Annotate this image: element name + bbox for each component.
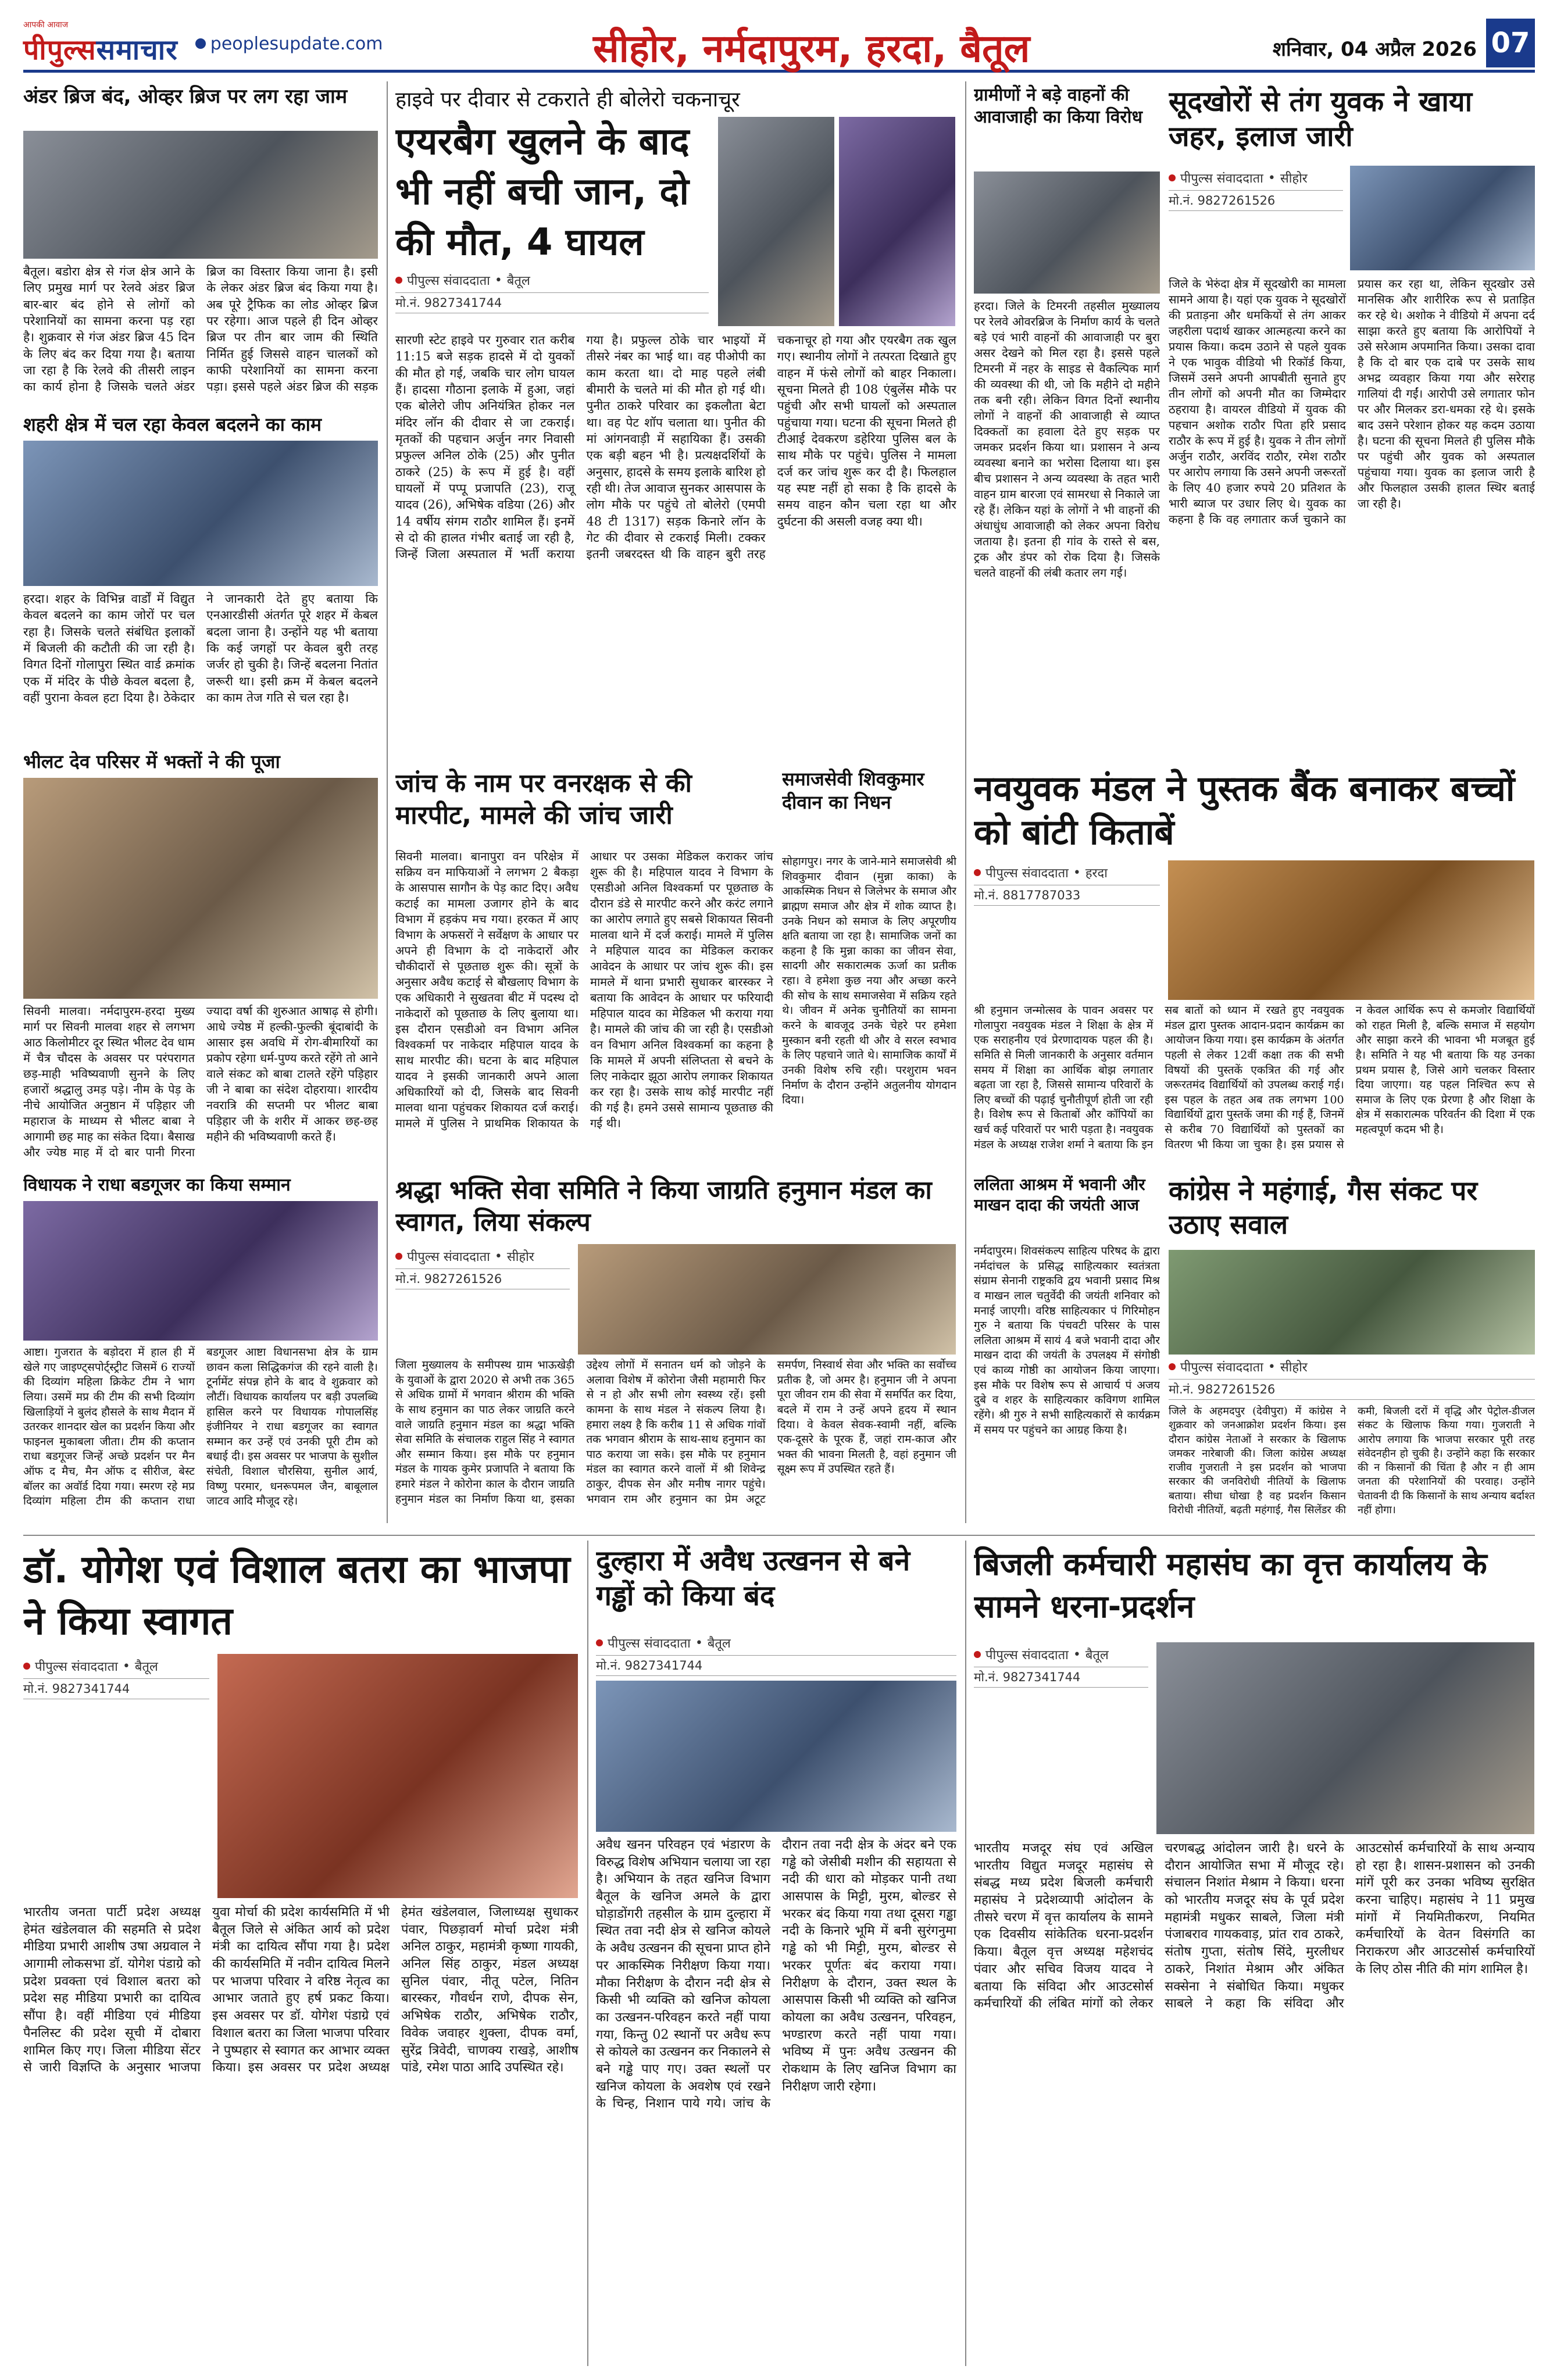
story-photo (1169, 1250, 1535, 1355)
story-byline: पीपुल्स संवाददाता • बैतूल (974, 1646, 1148, 1663)
story-body: हरदा। जिले के टिमरनी तहसील मुख्यालय पर रेलवे ओवरब्रिज के निर्माण कार्य के चलते बड़े एवं भारी वाहनों की आवाजाही पर बुरा असर देखने को मिल रहा है। इससे पहले टिमरनी में नहर के साइड से वैकल्पिक मार्ग की व्यवस्था की थी, जो कि महीने दो महीने तक बनी रही। लेकिन विगत दिनों स्थानीय लोगों ने वाहनों की आवाजाही से व्याप्त दिक्कतों का हवाला देते हुए सड़क पर जमकर प्रदर्शन किया था। प्रशासन ने अन्य व्यवस्था बनाने का भरोसा दिलाया था। इस बीच प्रशासन ने अन्य व्यवस्था के तहत भारी वाहन ग्राम बारजा एवं सामरधा से निकाले जा रहे हैं। लेकिन यहां के लोगों ने भी वाहनों की अंधाधुंध आवाजाही को लेकर अपना विरोध जताया है। इतना ही गांव के रास्ते से बस, ट्रक और डंपर को रोक दिया है। जिसके चलते वाहनों की लंबी कतार लग गई। (974, 299, 1160, 580)
story-body: सारणी स्टेट हाइवे पर गुरुवार रात करीब 11:15 बजे सड़क हादसे में दो युवकों की मौत हो गई, जबकि चार लोग घायल हैं। हादसा गौठाना इलाके में हुआ, जहां एक बोलेरो जीप अनियंत्रित होकर नल मंदिर लॉन की दीवार से जा टकराई। मृतकों की पहचान अर्जुन नगर निवासी प्रफुल्ल अनिल ठोके (25) और पुनीत ठाकरे (25) के रूप में हुई है। वहीं घायलों में पप्पू प्रजापति (23), राजू यादव (26), अभिषेक वडिया (26) और 14 वर्षीय संगम राठौर शामिल हैं। इनमें से दो की हालत गंभीर बताई जा रही है, जिन्हें जिला अस्पताल में भर्ती कराया गया है। प्रफुल्ल ठोके चार भाइयों में तीसरे नंबर का भाई था। वह पीओपी का काम करता था। दो माह पहले लंबी बीमारी के चलते मां की मौत हो गई थी। पुनीत ठाकरे परिवार का इकलौता बेटा था। वह पेट शॉप चलाता था। पुनीत की मां आंगनवाड़ी में सहायिका हैं। उसकी एक बड़ी बहन भी है। प्रत्यक्षदर्शियों के अनुसार, हादसे के समय इलाके बारिश हो रही थी। तेज आवाज सुनकर आसपास के लोग मौके पर पहुंचे तो बोलेरो (एमपी 48 टी 1317) सड़क किनारे लॉन के गेट की दीवार से टकराई मिली। टक्कर इतनी जबरदस्त थी कि वाहन बुरी तरह चकनाचूर हो गया और एयरबैग तक खुल गए। स्थानीय लोगों ने तत्परता दिखाते हुए वाहन में फंसे लोगों को बाहर निकाला। सूचना मिलते ही 108 एंबुलेंस मौके पर पहुंची और सभी घायलों को अस्पताल पहुंचाया गया। घटना की सूचना मिलते ही टीआई देवकरण डहेरिया पुलिस बल के साथ मौके पर पहुंचे। पुलिस ने मामला दर्ज कर जांच शुरू कर दी है। फिलहाल यह स्पष्ट नहीं हो सका है कि हादसे के समय वाहन कौन चला रहा था और दुर्घटना की असली वजह क्या थी। (395, 333, 956, 562)
masthead (23, 17, 1535, 73)
story-body: नर्मदापुरम। शिवसंकल्प साहित्य परिषद के द्वारा नर्मदांचल के प्रसिद्ध साहित्यकार स्वतंत्रता संग्राम सेनानी राष्ट्रकवि द्वय भवानी प्रसाद मिश्र व माखन लाल चतुर्वेदी की जयंती शनिवार को मनाई जाएगी। वरिष्ठ साहित्यकार पं गिरिमोहन गुरु ने बताया कि पंचवटी परिसर के पास ललिता आश्रम में सायं 4 बजे भवानी दादा और माखन दादा की जयंती के उपलक्ष्य में संगोष्ठी एवं काव्य गोष्ठी का आयोजन किया जाएगा। इस मौके पर विशेष रूप से आचार्य पं अजय दुबे व शहर के साहित्यकार कविगण शामिल रहेंगे। श्री गुरु ने सभी साहित्यकारों से कार्यक्रम में समय पर पहुंचने का आग्रह किया है। (974, 1245, 1160, 1436)
story-mobile: मो.नं. 9827261526 (1169, 190, 1343, 211)
story-headline: अंडर ब्रिज बंद, ओव्हर ब्रिज पर लग रहा जाम (23, 85, 348, 108)
story-photo (596, 1681, 956, 1832)
page-number: 07 (1486, 19, 1535, 67)
story-headline: भीलट देव परिसर में भक्तों ने की पूजा (23, 751, 280, 773)
story-mobile: मो.नं. 9827341744 (395, 292, 709, 313)
story-body: अवैध खनन परिवहन एवं भंडारण के विरुद्ध विशेष अभियान चलाया जा रहा है। अभियान के तहत खनिज विभाग बैतूल के खनिज अमले के द्वारा घोड़ाडोंगरी तहसील के ग्राम दुल्हारा में स्थित तवा नदी क्षेत्र से खनिज कोयले के अवैध उत्खनन की सूचना प्राप्त होने पर आकस्मिक निरीक्षण किया गया। मौका निरीक्षण के दौरान नदी क्षेत्र से किसी भी व्यक्ति को खनिज कोयला का उत्खनन-परिवहन करते नहीं पाया गया, किन्तु 02 स्थानों पर अवैध रूप से कोयले का उत्खनन कर निकालने से बने गड्ढे पाए गए। उक्त स्थलों पर खनिज कोयला के अवशेष एवं रखने के चिन्ह, निशान पाये गये। जांच के दौरान तवा नदी क्षेत्र के अंदर बने एक गड्ढे को जेसीबी मशीन की सहायता से नदी की धारा को मोड़कर पानी तथा आसपास के मिट्टी, मुरम, बोल्डर से भरकर बंद किया गया तथा दूसरा गड्ढा नदी के किनारे भूमि में बनी सुरंगनुमा गड्ढे को भी मिट्टी, मुरम, बोल्डर से भरकर पूर्णतः बंद कराया गया। निरीक्षण के दौरान, उक्त स्थल के आसपास किसी भी व्यक्ति को खनिज कोयला का अवैध उत्खनन, परिवहन, भण्डारण करते नहीं पाया गया। भविष्य में पुनः अवैध उत्खनन की रोकथाम के लिए खनिज विभाग का निरीक्षण जारी रहेगा। (596, 1838, 956, 2111)
story-headline: श्रद्धा भक्ति सेवा समिति ने किया जाग्रति हनुमान मंडल का स्वागत, लिया संकल्प (395, 1175, 932, 1237)
byline-dot-icon (395, 1253, 402, 1260)
byline-dot-icon (23, 1663, 30, 1670)
story-mobile: मो.नं. 8817787033 (974, 885, 1160, 906)
story-electricity-union[interactable] (974, 1543, 1535, 2369)
story-body: भारतीय जनता पार्टी प्रदेश अध्यक्ष हेमंत खंडेलवाल की सहमति से प्रदेश मीडिया प्रभारी आशीष उषा अग्रवाल ने आगामी लोकसभा डॉ. योगेश पंडाग्रे को प्रदेश प्रवक्ता एवं विशाल बतरा को प्रदेश सह मीडिया प्रभारी का दायित्व सौंपा है। वहीं मीडिया एवं मीडिया पैनलिस्ट की प्रदेश सूची में दोबारा शामिल किए गए। जिला मीडिया सेंटर से जारी विज्ञप्ति के अनुसार भाजपा युवा मोर्चा की प्रदेश कार्यसमिति में भी बैतूल जिले से अंकित आर्य को प्रदेश मंत्री का दायित्व सौंपा गया है। प्रदेश की कार्यसमिति में नवीन दायित्व मिलने पर भाजपा परिवार ने वरिष्ठ नेतृत्व का आभार जताते हुए हर्ष प्रकट किया। इस अवसर पर डॉ. योगेश पंडाग्रे एवं विशाल बतरा का जिला भाजपा परिवार ने पुष्पहार से स्वागत कर आभार व्यक्त किया। इस अवसर पर प्रदेश अध्यक्ष हेमंत खंडेलवाल, जिलाध्यक्ष सुधाकर पंवार, पिछड़ावर्ग मोर्चा प्रदेश मंत्री अनिल ठाकुर, महामंत्री कृष्णा गायकी, अनिल सिंह ठाकुर, मंडल अध्यक्ष सुनिल पंवार, नीतू पटेल, नितिन बारस्कर, गौवर्धन राणे, दीपक सेन, अभिषेक राठौर, अभिषेक राठौर, विवेक जवाहर शुक्ला, दीपक वर्मा, सुरेंद्र त्रिवेदी, चाणक्य राखड़े, आशीष पांडे, रमेश पाठा आदि उपस्थित रहे। (23, 1905, 578, 2075)
story-cable[interactable] (23, 413, 378, 744)
story-byline: पीपुल्स संवाददाता • हरदा (974, 864, 1160, 881)
story-byline: पीपुल्स संवाददाता • बैतूल (23, 1657, 209, 1675)
story-congress-protest[interactable] (1169, 1174, 1535, 1529)
byline-dot-icon (395, 277, 402, 284)
story-photo (1168, 860, 1534, 1000)
story-body: सोहागपुर। नगर के जाने-माने समाजसेवी श्री शिवकुमार दीवान (मुन्ना काका) के आकस्मिक निधन से जिलेभर के समाज और ब्राह्मण समाज और क्षेत्र में शोक व्याप्त है। उनके निधन को समाज के लिए अपूरणीय क्षति बताया जा रहा है। सामाजिक जनों का कहना है कि मुन्ना काका का जीवन सेवा, सादगी और सकारात्मक ऊर्जा का प्रतीक रहा। वे हमेशा कुछ नया और अच्छा करने की सोच के साथ समाजसेवा में सक्रिय रहते थे। जीवन में अनेक चुनौतियों का सामना करने के बावजूद उनके चेहरे पर हमेशा मुस्कान बनी रहती थी और वे सरल स्वभाव के लिए पहचाने जाते थे। सामाजिक कार्यों में उनकी विशेष रुचि रही। परशुराम भवन निर्माण के दौरान उन्होंने अतुलनीय योगदान दिया। (782, 855, 956, 1107)
story-byline: पीपुल्स संवाददाता • बैतूल (596, 1634, 956, 1652)
story-bhilat-dev[interactable] (23, 750, 378, 1168)
story-body: जिले के भेरुंदा क्षेत्र में सूदखोरी का मामला सामने आया है। यहां एक युवक ने सूदखोरों की प्रताड़ना और धमकियों से तंग आकर जहरीला पदार्थ खाकर आत्महत्या करने का प्रयास किया। कदम उठाने से पहले युवक ने एक भावुक वीडियो भी रिकॉर्ड किया, जिसमें उसने अपनी आपबीती सुनाते हुए तीन लोगों को अपनी मौत का जिम्मेदार ठहराया है। वायरल वीडियो में युवक की पहचान अशोक राठौर पिता हरि प्रसाद राठौर के रूप में हुई है। युवक ने तीन लोगों अर्जुन राठौर, अरविंद राठौर, रमेश राठौर पर आरोप लगाया कि उसने अपनी जरूरतों के लिए 40 हजार रुपये 20 प्रतिशत के भारी ब्याज पर उधार लिए थे। युवक का कहना है कि वह लगातार कर्ज चुकाने का प्रयास कर रहा था, लेकिन सूदखोर उसे मानसिक और शारीरिक रूप से प्रताड़ित कर रहे थे। अशोक ने वीडियो में अपना दर्द साझा करते हुए बताया कि आरोपियों ने उसे सरेआम अपमानित किया। उसका दावा है कि दो बार एक दाबे पर उसके साथ अभद्र व्यवहार किया गया और सरेराह गालियां दी गईं। आरोपी उसे लगातार फोन पर और मिलकर डरा-धमका रहे थे। इसके बाद उसने परेशान होकर यह कदम उठाया है। घटना की सूचना मिलते ही पुलिस मौके पर पहुंची और युवक को अस्पताल पहुंचाया गया। युवक का इलाज जारी है और फिलहाल उसकी हालत स्थिर बताई जा रही है। (1169, 277, 1535, 526)
story-radha-badgujar[interactable] (23, 1174, 378, 1529)
logo-tagline: आपकी आवाज (23, 20, 69, 30)
story-photo (23, 131, 378, 259)
column-divider (587, 1541, 588, 2366)
victim-photo-2 (839, 117, 955, 326)
byline-dot-icon (596, 1639, 603, 1646)
logo-text: पीपुल्ससमाचार (23, 34, 178, 66)
section-divider (23, 1535, 1535, 1536)
story-bolero-accident[interactable] (395, 84, 956, 759)
story-photo (23, 778, 378, 999)
story-headline: नवयुवक मंडल ने पुस्तक बैंक बनाकर बच्चों को बांटी किताबें (974, 769, 1515, 853)
story-headline: समाजसेवी शिवकुमार दीवान का निधन (782, 768, 924, 813)
story-headline: डॉ. योगेश एवं विशाल बतरा का भाजपा ने किया स्वागत (23, 1547, 570, 1644)
story-headline: ग्रामीणों ने बड़े वाहनों की आवाजाही का किया विरोध (974, 85, 1142, 127)
story-hanuman-mandal[interactable] (395, 1174, 956, 1529)
website-link[interactable]: peoplesupdate.com (195, 34, 383, 54)
story-photo (578, 1244, 956, 1355)
story-headline: जांच के नाम पर वनरक्षक से की मारपीट, मामले की जांच जारी (395, 769, 692, 830)
story-byline: पीपुल्स संवाददाता • सीहोर (1169, 1358, 1535, 1375)
story-illegal-mining[interactable] (596, 1543, 956, 2369)
story-body: बैतूल। बडोरा क्षेत्र से गंज क्षेत्र आने के लिए प्रमुख मार्ग पर रेलवे अंडर ब्रिज बार-बार बंद होने से लोगों को परेशानियों का सामना करना पड़ रहा है। शुक्रवार से गंज अंडर ब्रिज 45 दिन के लिए बंद कर दिया गया है। बताया जा रहा है कि रेलवे की तीसरी लाइन का कार्य होना है जिसके चलते अंडर ब्रिज का विस्तार किया जाना है। इसी के लेकर अंडर ब्रिज बंद किया गया है। अब पूरे ट्रैफिक का लोड ओव्हर ब्रिज पर रहेगा। आज पहले ही दिन ओव्हर ब्रिज पर तीन बार जाम की स्थिति निर्मित हुई जिससे वाहन चालकों को काफी परेशानियों का सामना करना पड़ा। इससे पहले अंडर ब्रिज की सड़क (23, 265, 378, 394)
story-moneylender-poison[interactable] (1169, 84, 1535, 759)
logo[interactable] (23, 20, 178, 67)
story-photo (1156, 1642, 1534, 1834)
story-kicker: हाइवे पर दीवार से टकराते ही बोलेरो चकनाचूर (395, 88, 740, 112)
column-divider (965, 1541, 966, 2366)
story-photo (23, 1201, 378, 1341)
story-mobile: मो.नं. 9827261526 (395, 1268, 570, 1289)
story-lalita-ashram[interactable] (974, 1174, 1160, 1529)
story-photo (974, 171, 1160, 294)
story-headline: शहरी क्षेत्र में चल रहा केवल बदलने का काम (23, 413, 322, 435)
story-byline: पीपुल्स संवाददाता • बैतूल (395, 271, 709, 289)
story-mobile: मो.नं. 9827341744 (596, 1655, 956, 1676)
story-photo (217, 1654, 578, 1898)
victim-photo-1 (718, 117, 834, 326)
story-mobile: मो.नं. 9827341744 (974, 1667, 1148, 1688)
byline-dot-icon (1169, 1363, 1176, 1370)
story-book-bank[interactable] (974, 767, 1535, 1168)
story-headline: सूदखोरों से तंग युवक ने खाया जहर, इलाज जारी (1169, 85, 1473, 153)
issue-date: शनिवार, 04 अप्रैल 2026 (1272, 38, 1477, 61)
story-forest-guard[interactable] (395, 767, 773, 1168)
story-headline: बिजली कर्मचारी महासंघ का वृत्त कार्यालय के सामने धरना-प्रदर्शन (974, 1546, 1487, 1625)
story-body: जिले के अहमदपुर (देवीपुरा) में कांग्रेस ने शुक्रवार को जनआक्रोश प्रदर्शन किया। इस दौरान कांग्रेस नेताओं ने सरकार के खिलाफ जमकर नारेबाजी की। जिला कांग्रेस अध्यक्ष राजीव गुजराती ने इस प्रदर्शन को भाजपा सरकार की जनविरोधी नीतियों के खिलाफ बताया। सीधा धोखा है वह प्रदर्शन किसान विरोधी नीतियों, बढ़ती महंगाई, गैस सिलेंडर की कमी, बिजली दरों में वृद्धि और पेट्रोल-डीजल संकट के खिलाफ किया गया। गुजराती ने आरोप लगाया कि भाजपा सरकार पूरी तरह संवेदनहीन हो चुकी है। उन्होंने कहा कि सरकार की न किसानों की चिंता है और न ही आम जनता की परेशानियों की परवाह। उन्होंने चेतावनी दी कि किसानों के साथ अन्याय बर्दाश्त नहीं होगा। (1169, 1405, 1535, 1517)
byline-dot-icon (974, 869, 981, 876)
story-body: सिवनी मालवा। नर्मदापुरम-हरदा मुख्य मार्ग पर सिवनी मालवा शहर से लगभग आठ किलोमीटर दूर स्थित भीलट देव धाम में चैत्र चौदस के अवसर पर परंपरागत छड़-माही भविष्यवाणी सुनने के लिए हजारों श्रद्धालु उमड़ पड़े। नीम के पेड़ के नीचे आयोजित अनुष्ठान में पड़िहार जी महाराज के माध्यम से भीलट बाबा ने आगामी छह माह का संकेत दिया। बैसाख और ज्येष्ठ माह में दो बार पानी गिरना ज्यादा वर्षा की शुरुआत आषाढ़ से होगी। आधे ज्येष्ठ में हल्की-फुल्की बूंदाबांदी के आसार इस अवधि में रोग-बीमारियों का प्रकोप रहेगा धर्म-पुण्य करते रहेंगे तो आने वाले संकट को बाबा टालते रहेंगे पड़िहार जी ने बाबा का संदेश दोहराया। शारदीय नवरात्रि की सप्तमी पर भीलट बाबा पड़िहार जी के शरीर में आकर छह-छह महीने की भविष्यवाणी करते हैं। (23, 1004, 378, 1159)
story-headline: एयरबैग खुलने के बाद भी नहीं बची जान, दो की मौत, 4 घायल (395, 120, 690, 264)
column-divider (387, 81, 388, 1523)
story-body: आष्टा। गुजरात के बड़ोदरा में हाल ही में खेले गए जाइण्ट्सपोर्ट्स्ट्रीट जिसमें 6 राज्यों की दिव्यांग महिला क्रिकेट टीम ने भाग लिया। उसमें मप्र की टीम की सभी दिव्यांग खिलाड़ियों ने बुलंद हौसले के साथ मैदान में उतरकर शानदार खेल का प्रदर्शन किया और फाइनल मुकाबला जीता। टीम की कप्तान राधा बडगूजर जिन्हें अच्छे प्रदर्शन पर मैन ऑफ द मैच, मैन ऑफ द सीरीज, बेस्ट बॉलर का अवॉर्ड दिया गया। स्मरण रहे मप्र दिव्यांग महिला टीम की कप्तान राधा बडगूजर आष्टा विधानसभा क्षेत्र के ग्राम छावन कला सिद्धिकगंज की रहने वाली है। टूर्नामेंट संपन्न होने के बाद वे शुक्रवार को लौटीं। विधायक कार्यालय पर बड़ी उपलब्धि हासिल करने पर विधायक गोपालसिंह इंजीनियर ने राधा बडगूजर का स्वागत सम्मान कर उन्हें एवं उनकी पूरी टीम को बधाई दी। इस अवसर पर भाजपा के सुशील संचेती, विशाल चौरसिया, सुनील आर्य, विष्णु परमार, धनरूपमल जैन, बाबूलाल जाटव आदि मौजूद रहे। (23, 1346, 378, 1508)
story-mobile: मो.नं. 9827261526 (1169, 1379, 1535, 1400)
story-headline: दुल्हारा में अवैध उत्खनन से बने गड्ढों को किया बंद (596, 1545, 910, 1612)
story-villagers-protest[interactable] (974, 84, 1160, 759)
story-body: श्री हनुमान जन्मोत्सव के पावन अवसर पर गोलापुरा नवयुवक मंडल ने शिक्षा के क्षेत्र में एक सराहनीय एवं प्रेरणादायक पहल की है। समिति से मिली जानकारी के अनुसार वर्तमान समय में शिक्षा का आर्थिक बोझ लगातार बढ़ता जा रहा है, जिससे सामान्य परिवारों के लिए बच्चों की पढ़ाई चुनौतीपूर्ण होती जा रही है। विशेष रूप से किताबों और कॉपियों का खर्च कई परिवारों पर भारी पड़ता है। नवयुवक मंडल के अध्यक्ष राजेश शर्मा ने बताया कि इन सब बातों को ध्यान में रखते हुए नवयुवक मंडल द्वारा पुस्तक आदान-प्रदान कार्यक्रम का आयोजन किया गया। इस कार्यक्रम के अंतर्गत पहली से लेकर 12वीं कक्षा तक की सभी विषयों की पुस्तकें एकत्रित की गई और जरूरतमंद विद्यार्थियों को उपलब्ध कराई गई। इस पहल के तहत अब तक लगभग 100 विद्यार्थियों द्वारा पुस्तकें जमा की गई हैं, जिनमें से करीब 70 विद्यार्थियों को पुस्तकों का वितरण भी किया जा चुका है। इस प्रयास से न केवल आर्थिक रूप से कमजोर विद्यार्थियों को राहत मिली है, बल्कि समाज में सहयोग और साझा करने की भावना भी मजबूत हुई है। समिति ने यह भी बताया कि यह उनका प्रथम प्रयास है, जिसे आगे चलकर विस्तार दिया जाएगा। यह पहल निश्चित रूप से समाज के लिए एक प्रेरणा है और शिक्षा के क्षेत्र में सकारात्मक परिवर्तन की दिशा में एक महत्वपूर्ण कदम भी है। (974, 1004, 1535, 1151)
story-bjp-welcome[interactable] (23, 1543, 578, 2369)
story-body: सिवनी मालवा। बानापुरा वन परिक्षेत्र में सक्रिय वन माफियाओं ने लगभग 2 बैकड़ा के आसपास सागौन के पेड़ काट दिए। अवैध कटाई का मामला उजागर होने के बाद विभाग में हड़कंप मच गया। हरकत में आए विभाग के अफसरों ने सर्वेक्षण के आधार पर अपने ही विभाग के दो नाकेदारों और चौकीदारों से पूछताछ शुरू की। सूत्रों के अनुसार अवैध कटाई से बौखलाए विभाग के एक अधिकारी ने सुखतवा बीट में पदस्थ दो नाकेदारों को पूछताछ के लिए बुलाया था। इस दौरान एसडीओ वन विभाग अनिल विश्वकर्मा पर नाकेदार महिपाल यादव के साथ मारपीट की। घटना के बाद महिपाल यादव ने इसकी जानकारी अपने आला अधिकारियों को दी, जिसके बाद सिवनी मालवा थाना पहुंचकर शिकायत दर्ज कराई। मामले में पुलिस ने प्राथमिक शिकायत के आधार पर उसका मेडिकल कराकर जांच शुरू की है। महिपाल यादव ने विभाग के एसडीओ अनिल विश्वकर्मा पर पूछताछ के दौरान डंडे से मारपीट करने और करंट लगाने का आरोप लगाते हुए सबसे शिकायत सिवनी मालवा थाने में दर्ज कराई। मामले में पुलिस ने महिपाल यादव का मेडिकल कराकर आवेदन के आधार पर जांच शुरू की। इस मामले में थाना प्रभारी सुधाकर बारस्कर ने बताया कि आवेदन के आधार पर फरियादी महिपाल यादव का मेडिकल भी कराया गया है। मामले की जांच की जा रही है। एसडीओ वन विभाग अनिल विश्वकर्मा का कहना है कि मामले में अपनी संलिप्तता से बचने के लिए नाकेदार झूठा आरोप लगाकर शिकायत कर रहा है। उसके साथ कोई मारपीट नहीं की गई है। हमने उससे सामान्य पूछताछ की गई थी। (395, 849, 773, 1130)
story-shivkumar-obituary[interactable] (782, 767, 956, 1168)
globe-icon (195, 38, 206, 49)
story-mobile: मो.नं. 9827341744 (23, 1678, 209, 1699)
edition-title: सीहोर, नर्मदापुरम, हरदा, बैतूल (593, 26, 1030, 71)
byline-dot-icon (974, 1651, 981, 1658)
story-body: हरदा। शहर के विभिन्न वार्डों में विद्युत केवल बदलने का काम जोरों पर चल रहा है। जिसके चलते संबंधित इलाकों में बिजली की कटौती की जा रही है। विगत दिनों गोलापुरा स्थित वार्ड क्रमांक एक में मंदिर के पीछे केवल बदला है, वहीं पुराना केवल हटा दिया है। ठेकेदार ने जानकारी देते हुए बताया कि एनआरडीसी अंतर्गत पूरे शहर में केबल बदला जाना है। उन्होंने यह भी बताया कि कई जगहों पर केवल बुरी तरह जर्जर हो चुकी है। जिन्हें बदलना नितांत जरूरी था। इसी क्रम में केबल बदलने का काम तेज गति से चल रहा है। (23, 592, 378, 705)
byline-dot-icon (1169, 174, 1176, 181)
story-body: भारतीय मजदूर संघ एवं अखिल भारतीय विद्युत मजदूर महासंघ से संबद्ध मध्य प्रदेश बिजली कर्मचारी महासंघ ने प्रदेशव्यापी आंदोलन के तीसरे चरण में वृत्त कार्यालय के सामने एक दिवसीय सांकेतिक धरना-प्रदर्शन किया। बैतूल वृत्त अध्यक्ष महेशचंद पंवार और सचिव विजय यादव ने बताया कि संविदा और आउटसोर्स कर्मचारियों की लंबित मांगों को लेकर चरणबद्ध आंदोलन जारी है। धरने के दौरान आयोजित सभा में मौजूद रहे। संचालन निशांत मेश्राम ने किया। धरना को भारतीय मजदूर संघ के पूर्व प्रदेश महामंत्री मधुकर साबले, जिला मंत्री पंजाबराव गायकवाड़, प्रांत राव ठाकरे, संतोष गुप्ता, संतोष सिंदे, मुरलीधर ठाकरे, निशांत मेश्राम और अंकित सक्सेना ने संबोधित किया। मधुकर साबले ने कहा कि संविदा और आउटसोर्स कर्मचारियों के साथ अन्याय हो रहा है। शासन-प्रशासन को उनकी मांगें पूरी कर उनका भविष्य सुरक्षित करना चाहिए। महासंघ ने 11 प्रमुख मांगों में नियमितीकरण, नियमित कर्मचारियों के वेतन विसंगति का निराकरण और आउटसोर्स कर्मचारियों के लिए ठोस नीति की मांग शामिल है। (974, 1841, 1535, 2011)
story-byline: पीपुल्स संवाददाता • सीहोर (1169, 169, 1343, 187)
story-headline: ललिता आश्रम में भवानी और माखन दादा की जयंती आज (974, 1175, 1145, 1214)
story-body: जिला मुख्यालय के समीपस्थ ग्राम भाऊखेड़ी के युवाओं के द्वारा 2020 से अभी तक 365 से अधिक ग्रामों में भगवान श्रीराम की भक्ति के साथ हनुमान का पाठ लेकर जाग्रति करने वाले जाग्रति हनुमान मंडल का श्रद्धा भक्ति सेवा समिति के संचालक राहुल सिंह ने स्वागत और सम्मान किया। इस मौके पर हनुमान मंडल के गायक कुमेर प्रजापति ने बताया कि हमारे मंडल ने कोरोना काल के दौरान जाग्रति हनुमान मंडल का निर्माण किया था, इसका उद्देश्य लोगों में सनातन धर्म को जोड़ने के अलावा विशेष में कोरोना जैसी महामारी फिर से न हो और सभी लोग स्वस्थ्य रहें। इसी कामना के साथ मंडल ने संकल्प लिया है। हमारा लक्ष्य है कि करीब 11 से अधिक गांवों तक भगवान श्रीराम के साथ-साथ हनुमान का पाठ कराया जा सके। इस मौके पर हनुमान मंडल का स्वागत करने वालों में श्री शिवेन्द्र ठाकुर, दीपक सेन और मनीष नागर पहुंचे। भगवान राम और हनुमान का प्रेम अटूट समर्पण, निस्वार्थ सेवा और भक्ति का सर्वोच्च प्रतीक है, जो अमर है। हनुमान जी ने अपना पूरा जीवन राम की सेवा में समर्पित कर दिया, बदले में राम ने उन्हें अपने हृदय में स्थान दिया। वे केवल सेवक-स्वामी नहीं, बल्कि एक-दूसरे के पूरक हैं, जहां राम-काज और भक्त की भावना मिलती है, वहां हनुमान जी सूक्ष्म रूप में उपस्थित रहते हैं। (395, 1359, 956, 1506)
story-headline: कांग्रेस ने महंगाई, गैस संकट पर उठाए सवाल (1169, 1175, 1478, 1240)
story-byline: पीपुल्स संवाददाता • सीहोर (395, 1248, 570, 1265)
story-headline: विधायक ने राधा बडगूजर का किया सम्मान (23, 1175, 291, 1195)
column-divider (965, 81, 966, 1523)
story-photo (1350, 166, 1535, 270)
story-photo (23, 441, 378, 586)
story-underbridge[interactable] (23, 84, 378, 410)
